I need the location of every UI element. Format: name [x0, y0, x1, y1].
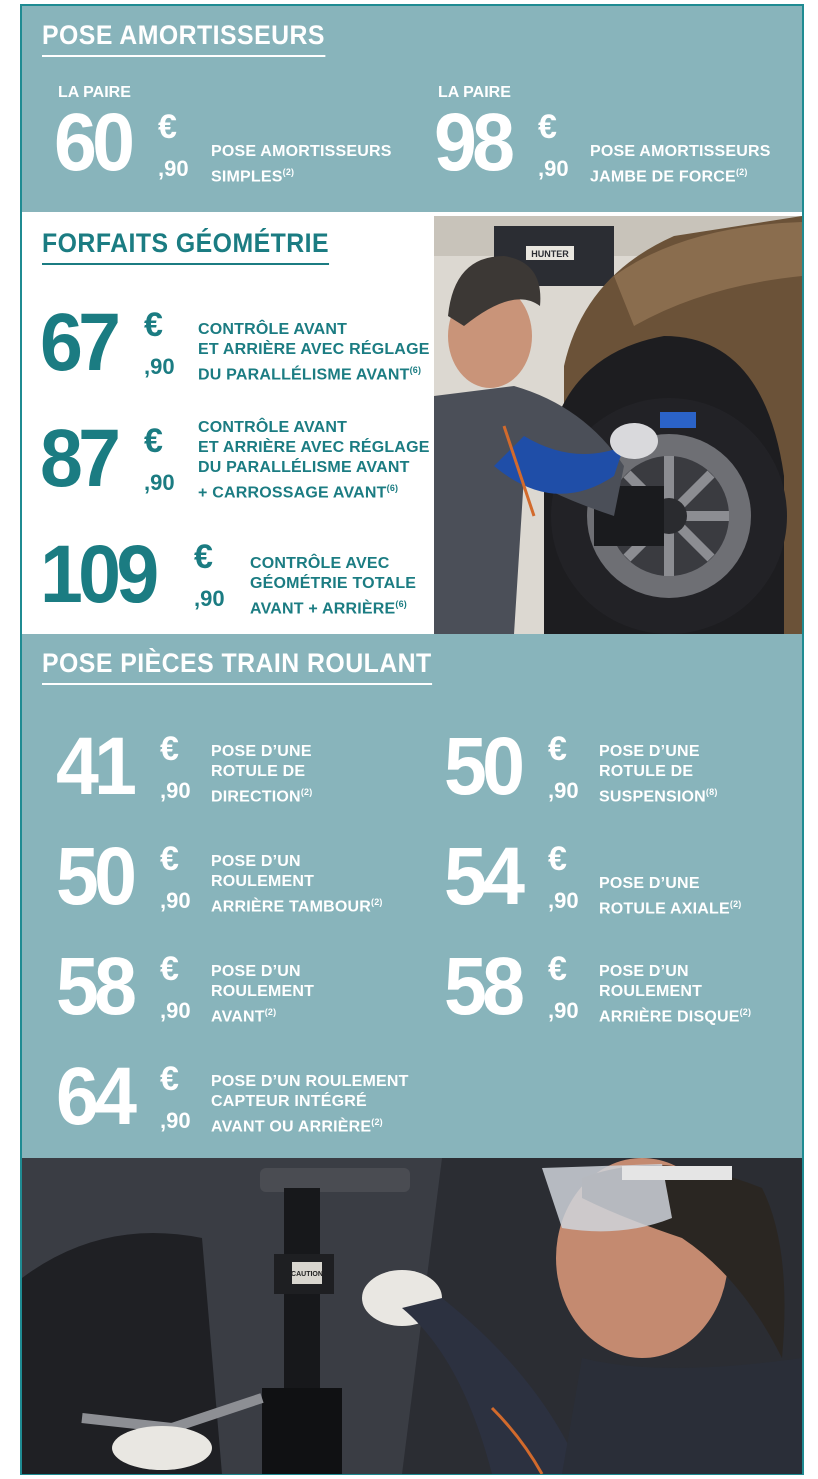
desc-text: POSE D’UNE ROTULE AXIALE: [599, 875, 730, 918]
hunter-label: HUNTER: [531, 249, 569, 259]
price-euros: 67: [40, 297, 117, 388]
section-title: POSE AMORTISSEURS: [42, 20, 325, 57]
price-prefix: LA PAIRE: [438, 84, 511, 101]
photo-illustration: [434, 216, 802, 634]
item-description: [211, 962, 314, 1027]
item-description: [211, 852, 383, 917]
item-description: [590, 142, 771, 187]
footnote-marker: (2): [264, 1007, 277, 1017]
price-cents: ,90: [548, 998, 579, 1023]
price-cents: ,90: [160, 888, 191, 913]
euro-symbol: €: [158, 108, 177, 146]
price-euros: 54: [444, 831, 521, 922]
price-euros: 109: [40, 529, 155, 620]
item-description: [198, 320, 430, 385]
price-cents: ,90: [158, 156, 189, 181]
desc-text: POSE AMORTISSEURS SIMPLES: [211, 143, 392, 186]
euro-symbol: €: [160, 1060, 179, 1098]
price-cents: ,90: [548, 888, 579, 913]
section-geometrie: [22, 216, 434, 634]
euro-symbol: €: [538, 108, 557, 146]
euro-symbol: €: [160, 840, 179, 878]
section-amortisseurs: [22, 6, 802, 212]
price-euros: 58: [56, 941, 133, 1032]
price-prefix: LA PAIRE: [58, 84, 131, 101]
footnote-marker: (8): [705, 787, 718, 797]
footnote-marker: (6): [395, 599, 407, 609]
photo-wheel-alignment: [434, 216, 802, 634]
footnote-marker: (2): [371, 1117, 383, 1127]
price-cents: ,90: [160, 1108, 191, 1133]
price-cents: ,90: [194, 586, 225, 611]
euro-symbol: €: [548, 840, 567, 878]
footnote-marker: (2): [371, 897, 383, 907]
desc-text: CONTRÔLE AVEC GÉOMÉTRIE TOTALE AVANT + ARRIÈRE: [250, 555, 417, 618]
price-cents: ,90: [538, 156, 569, 181]
desc-text: CONTRÔLE AVANT ET ARRIÈRE AVEC RÉGLAGE DU PARALLÉLISME AVANT: [198, 321, 430, 384]
euro-symbol: €: [194, 538, 213, 576]
item-description: [599, 742, 718, 807]
price-cents: ,90: [548, 778, 579, 803]
footnote-marker: (2): [282, 167, 295, 177]
footnote-marker: (2): [729, 899, 742, 909]
item-description: [198, 418, 430, 503]
footnote-marker: (6): [386, 483, 399, 493]
item-description: [250, 554, 416, 619]
desc-text: POSE D’UNE ROTULE DE SUSPENSION: [599, 743, 706, 806]
footnote-marker: (2): [739, 1007, 752, 1017]
footnote-marker: (2): [300, 787, 313, 797]
footnote-marker: (2): [735, 167, 748, 177]
item-description: [599, 874, 742, 919]
desc-text: POSE D’UN ROULEMENT AVANT: [211, 963, 315, 1026]
price-euros: 98: [434, 97, 511, 188]
section-train-roulant: [22, 634, 802, 1158]
section-title: FORFAITS GÉOMÉTRIE: [42, 228, 329, 265]
item-description: [211, 742, 312, 807]
price-euros: 50: [444, 721, 521, 812]
price-euros: 58: [444, 941, 521, 1032]
item-description: [211, 142, 392, 187]
price-cents: ,90: [144, 354, 175, 379]
item-description: [211, 1072, 409, 1137]
price-euros: 60: [54, 97, 131, 188]
desc-text: CONTRÔLE AVANT ET ARRIÈRE AVEC RÉGLAGE DU PARALLÉLISME AVANT + CARROSSAGE AVANT: [198, 419, 430, 502]
item-description: [599, 962, 751, 1027]
euro-symbol: €: [144, 422, 163, 460]
euro-symbol: €: [548, 950, 567, 988]
desc-text: POSE AMORTISSEURS JAMBE DE FORCE: [590, 143, 771, 186]
euro-symbol: €: [160, 950, 179, 988]
price-euros: 50: [56, 831, 133, 922]
euro-symbol: €: [548, 730, 567, 768]
price-euros: 41: [56, 721, 133, 812]
photo-illustration: [22, 1158, 802, 1474]
footnote-marker: (6): [409, 365, 422, 375]
price-cents: ,90: [160, 778, 191, 803]
desc-text: POSE D’UN ROULEMENT ARRIÈRE TAMBOUR: [211, 853, 372, 916]
desc-text: POSE D’UNE ROTULE DE DIRECTION: [211, 743, 312, 806]
euro-symbol: €: [160, 730, 179, 768]
desc-text: POSE D’UN ROULEMENT ARRIÈRE DISQUE: [599, 963, 740, 1026]
caution-label: CAUTION: [291, 1271, 323, 1278]
desc-text: POSE D’UN ROULEMENT CAPTEUR INTÉGRÉ AVANT OU ARRIÈRE: [211, 1073, 409, 1136]
price-euros: 87: [40, 413, 117, 504]
section-title: POSE PIÈCES TRAIN ROULANT: [42, 648, 432, 685]
photo-shock-absorber-repair: [22, 1158, 802, 1474]
price-cents: ,90: [144, 470, 175, 495]
price-euros: 64: [56, 1051, 133, 1142]
price-cents: ,90: [160, 998, 191, 1023]
euro-symbol: €: [144, 306, 163, 344]
